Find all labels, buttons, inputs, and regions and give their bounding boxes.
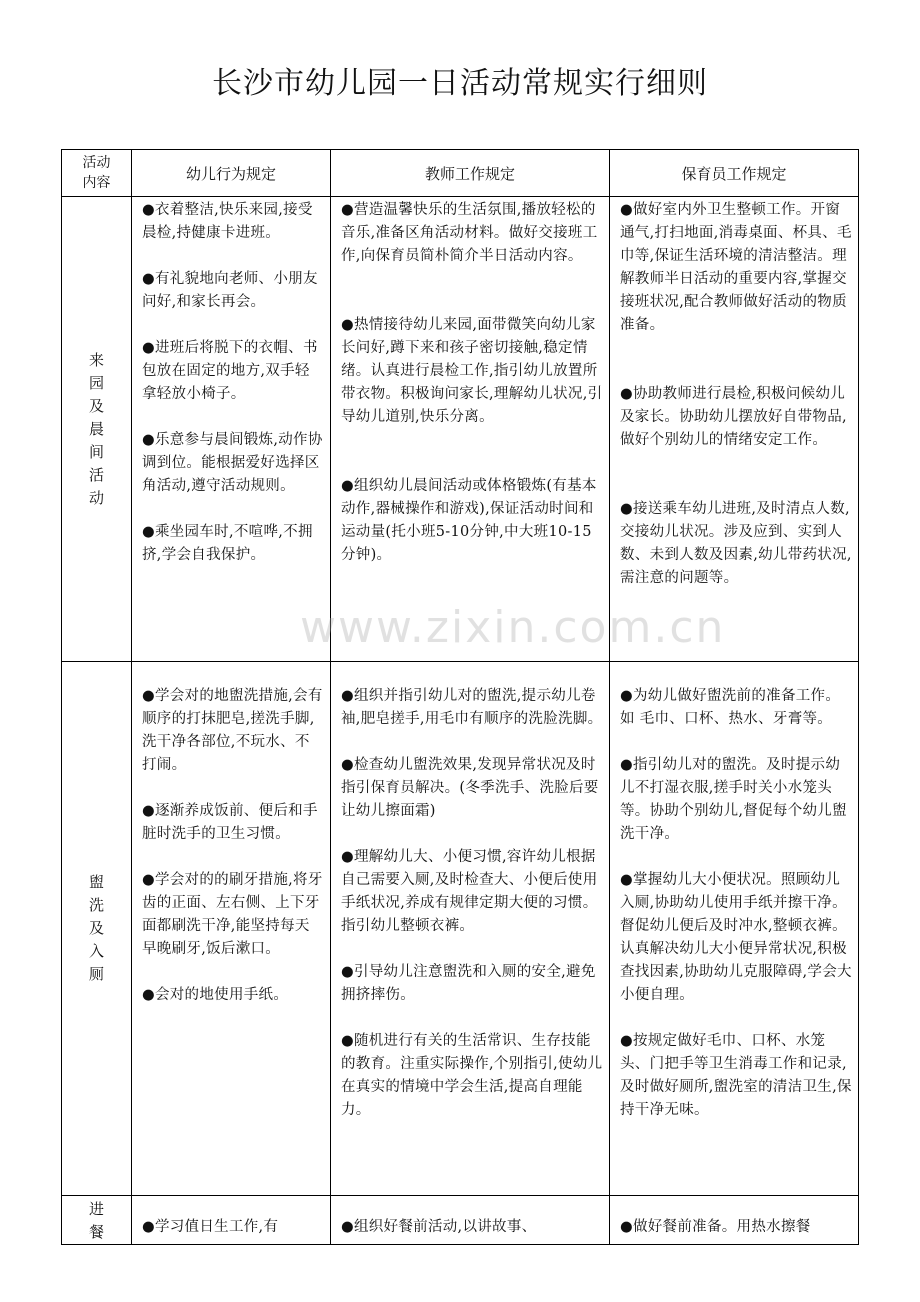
watermark: www.zixin.com.cn: [300, 602, 726, 653]
activity-char: 来: [88, 350, 104, 369]
child-cell: [132, 197, 331, 662]
list-item: ●组织好餐前活动,以讲故事、: [341, 1219, 537, 1235]
table-row: [62, 197, 859, 662]
list-item: ●组织幼儿晨间活动或体格锻炼(有基本动作,器械操作和游戏),保证活动时间和运动量(托小班5-10分钟,中大班10-15分钟)。: [341, 478, 597, 563]
activity-cell: [62, 1196, 132, 1245]
teacher-cell: [331, 1196, 610, 1245]
list-item: ●逐渐养成饭前、便后和手脏时洗手的卫生习惯。: [142, 803, 318, 842]
activity-cell: [62, 662, 132, 1196]
list-item: ●乘坐园车时,不喧哗,不拥挤,学会自我保护。: [142, 524, 313, 563]
header-activity: [62, 150, 132, 197]
list-item: ●学习值日生工作,有: [142, 1219, 279, 1235]
list-item: ●学会对的地盥洗措施,会有顺序的打抹肥皂,搓洗手脚,洗干净各部位,不玩水、不打闹。: [142, 688, 323, 773]
list-item: ●衣着整洁,快乐来园,接受晨检,持健康卡进班。: [142, 202, 313, 241]
activity-char: 活: [88, 465, 104, 484]
list-item: ●组织并指引幼儿对的盥洗,提示幼儿卷袖,肥皂搓手,用毛巾有顺序的洗脸洗脚。: [341, 688, 603, 727]
header-activity-line2: 内容: [82, 175, 111, 191]
list-item: ●热情接待幼儿来园,面带微笑向幼儿家长问好,蹲下来和孩子密切接触,稳定情绪。认真进行晨检工作,指引幼儿放置所带衣物。积极询问家长,理解幼儿状况,引导幼儿道别,快乐分离。: [341, 317, 603, 425]
activity-char: 及: [88, 919, 104, 937]
table-row: [62, 662, 859, 1196]
list-item: ●有礼貌地向老师、小朋友问好,和家长再会。: [142, 271, 318, 310]
list-item: ●进班后将脱下的衣帽、书包放在固定的地方,双手轻拿轻放小椅子。: [142, 340, 318, 402]
list-item: ●做好餐前准备。用热水擦餐: [620, 1219, 811, 1235]
list-item: ●做好室内外卫生整顿工作。开窗通气,打扫地面,消毒桌面、杯具、毛巾等,保证生活环境的清洁整洁。理解教师半日活动的重要内容,掌握交接班状况,配合教师做好活动的物质准备。: [620, 202, 852, 333]
list-item: ●指引幼儿对的盥洗。及时提示幼儿不打湿衣服,搓手时关小水笼头等。协助个别幼儿,督促每个幼儿盥洗干净。: [620, 757, 847, 842]
child-cell: [132, 1196, 331, 1245]
list-item: ●随机进行有关的生活常识、生存技能的教育。注重实际操作,个别指引,使幼儿在真实的情境中学会生活,提高自理能力。: [341, 1033, 603, 1118]
table-row: [62, 1196, 859, 1245]
activity-char: 间: [88, 442, 104, 461]
page-title: 长沙市幼儿园一日活动常规实行细则: [212, 66, 708, 101]
list-item: ●会对的地使用手纸。: [142, 987, 289, 1003]
child-cell: [132, 662, 331, 1196]
list-item: ●按规定做好毛巾、口杯、水笼头、门把手等卫生消毒工作和记录,及时做好厕所,盥洗室的清洁卫生,保持干净无味。: [620, 1033, 852, 1118]
activity-char: 入: [88, 942, 104, 960]
list-item: ●学会对的的刷牙措施,将牙齿的正面、左右侧、上下牙面都刷洗干净,能坚持每天早晚刷牙,饭后漱口。: [142, 872, 323, 957]
activity-char: 厕: [88, 965, 104, 983]
header-activity-line1: 活动: [82, 155, 111, 171]
activity-char: 进: [88, 1200, 104, 1218]
list-item: ●掌握幼儿大小便状况。照顾幼儿入厕,协助幼儿使用手纸并擦干净。督促幼儿便后及时冲水,整顿衣裤。认真解决幼儿大小便异常状况,积极查找因素,协助幼儿克服障碍,学会大小便自理。: [620, 872, 852, 1003]
header-nurse: 保育员工作规定: [610, 150, 859, 197]
activity-char: 餐: [88, 1223, 104, 1241]
list-item: ●协助教师进行晨检,积极问候幼儿及家长。协助幼儿摆放好自带物品,做好个别幼儿的情绪安定工作。: [620, 386, 847, 448]
activity-char: 晨: [88, 419, 104, 438]
list-item: ●接送乘车幼儿进班,及时清点人数,交接幼儿状况。涉及应到、实到人数、未到人数及因素,幼儿带药状况,需注意的问题等。: [620, 501, 852, 586]
teacher-cell: [331, 662, 610, 1196]
list-item: ●乐意参与晨间锻炼,动作协调到位。能根据爱好选择区角活动,遵守活动规则。: [142, 432, 323, 494]
activity-char: 盥: [88, 873, 104, 891]
list-item: ●引导幼儿注意盥洗和入厕的安全,避免拥挤摔伤。: [341, 964, 596, 1003]
nurse-cell: [610, 1196, 859, 1245]
nurse-cell: [610, 662, 859, 1196]
activity-char: 洗: [88, 896, 104, 914]
routine-table: [61, 149, 859, 1245]
teacher-cell: [331, 197, 610, 662]
list-item: ●为幼儿做好盥洗前的准备工作。如 毛巾、口杯、热水、牙膏等。: [620, 688, 841, 727]
nurse-cell: [610, 197, 859, 662]
activity-char: 园: [88, 373, 104, 392]
list-item: ●检查幼儿盥洗效果,发现异常状况及时指引保育员解决。(冬季洗手、洗脸后要让幼儿擦面霜): [341, 757, 599, 819]
header-child: 幼儿行为规定: [132, 150, 331, 197]
header-row: [62, 150, 859, 197]
list-item: ●理解幼儿大、小便习惯,容许幼儿根据自己需要入厕,及时检查大、小便后使用手纸状况,养成有规律定期大便的习惯。指引幼儿整顿衣裤。: [341, 849, 598, 934]
header-teacher: 教师工作规定: [331, 150, 610, 197]
list-item: ●营造温馨快乐的生活氛围,播放轻松的音乐,准备区角活动材料。做好交接班工作,向保育员简朴简介半日活动内容。: [341, 202, 598, 264]
activity-char: 动: [88, 488, 104, 507]
activity-char: 及: [88, 396, 104, 415]
activity-cell: [62, 197, 132, 662]
